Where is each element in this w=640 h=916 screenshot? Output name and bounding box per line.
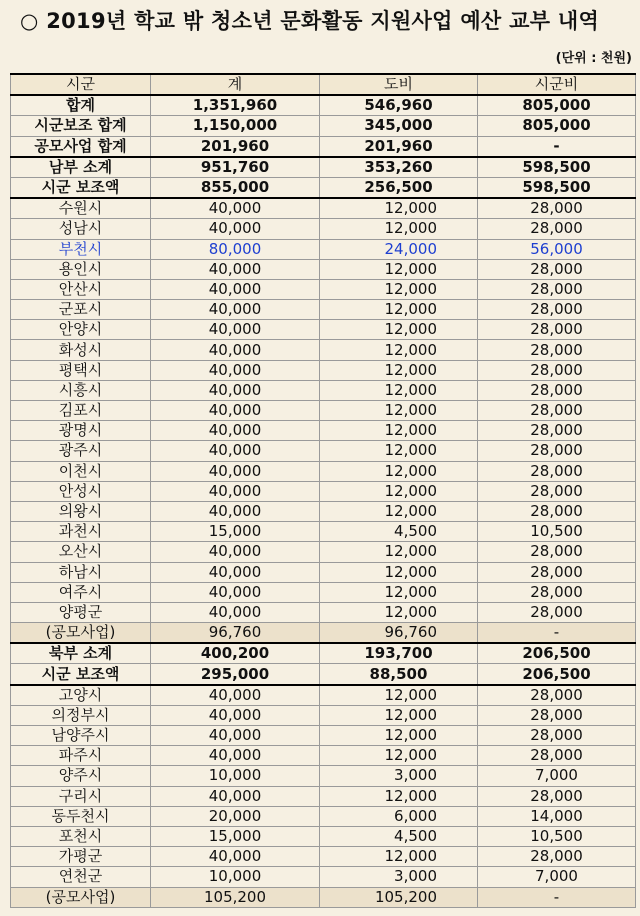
header-province: 도비 xyxy=(320,74,478,95)
cell-region: 시군보조 합계 xyxy=(11,116,151,136)
cell-province: 12,000 xyxy=(320,746,478,766)
table-row xyxy=(11,847,636,867)
table-row xyxy=(11,685,636,706)
header-row xyxy=(11,74,636,95)
cell-province: 4,500 xyxy=(320,522,478,542)
cell-province: 6,000 xyxy=(320,806,478,826)
cell-region: 화성시 xyxy=(11,340,151,360)
cell-region: 북부 소계 xyxy=(11,643,151,664)
cell-city: 206,500 xyxy=(478,643,636,664)
cell-province: 12,000 xyxy=(320,421,478,441)
cell-city: 28,000 xyxy=(478,259,636,279)
cell-province: 96,760 xyxy=(320,623,478,644)
cell-region: 수원시 xyxy=(11,198,151,219)
cell-city: 28,000 xyxy=(478,501,636,521)
cell-region: 성남시 xyxy=(11,219,151,239)
cell-province: 12,000 xyxy=(320,602,478,622)
cell-province: 12,000 xyxy=(320,198,478,219)
cell-total: 40,000 xyxy=(151,360,320,380)
cell-total: 40,000 xyxy=(151,705,320,725)
table-row xyxy=(11,279,636,299)
cell-province: 12,000 xyxy=(320,219,478,239)
cell-province: 88,500 xyxy=(320,664,478,685)
cell-total: 40,000 xyxy=(151,279,320,299)
table-row xyxy=(11,116,636,136)
cell-region: 광주시 xyxy=(11,441,151,461)
cell-province: 256,500 xyxy=(320,177,478,198)
table-row xyxy=(11,867,636,887)
cell-total: 40,000 xyxy=(151,340,320,360)
cell-province: 12,000 xyxy=(320,380,478,400)
cell-city: 28,000 xyxy=(478,421,636,441)
cell-total: 40,000 xyxy=(151,300,320,320)
cell-region: (공모사업) xyxy=(11,887,151,907)
cell-total: 105,200 xyxy=(151,887,320,907)
cell-city: 28,000 xyxy=(478,481,636,501)
table-row xyxy=(11,340,636,360)
cell-province: 12,000 xyxy=(320,501,478,521)
cell-total: 40,000 xyxy=(151,786,320,806)
cell-province: 12,000 xyxy=(320,481,478,501)
cell-city: 28,000 xyxy=(478,441,636,461)
table-row xyxy=(11,136,636,157)
cell-province: 3,000 xyxy=(320,766,478,786)
cell-region: 평택시 xyxy=(11,360,151,380)
cell-city: - xyxy=(478,887,636,907)
cell-city: 7,000 xyxy=(478,867,636,887)
cell-region: 공모사업 합계 xyxy=(11,136,151,157)
cell-total: 40,000 xyxy=(151,501,320,521)
cell-region: 안산시 xyxy=(11,279,151,299)
cell-city: - xyxy=(478,136,636,157)
table-row xyxy=(11,441,636,461)
table-row xyxy=(11,806,636,826)
cell-region: 안성시 xyxy=(11,481,151,501)
cell-city: 14,000 xyxy=(478,806,636,826)
table-row xyxy=(11,157,636,178)
cell-region: 포천시 xyxy=(11,826,151,846)
cell-city: 28,000 xyxy=(478,562,636,582)
cell-region: 남부 소계 xyxy=(11,157,151,178)
cell-region: 부천시 xyxy=(11,239,151,259)
cell-province: 12,000 xyxy=(320,340,478,360)
table-row xyxy=(11,95,636,116)
cell-total: 10,000 xyxy=(151,766,320,786)
cell-city: 28,000 xyxy=(478,726,636,746)
cell-city: 28,000 xyxy=(478,602,636,622)
cell-total: 40,000 xyxy=(151,602,320,622)
cell-province: 345,000 xyxy=(320,116,478,136)
cell-province: 3,000 xyxy=(320,867,478,887)
cell-city: 28,000 xyxy=(478,360,636,380)
cell-total: 40,000 xyxy=(151,847,320,867)
cell-province: 24,000 xyxy=(320,239,478,259)
cell-total: 15,000 xyxy=(151,826,320,846)
table-row xyxy=(11,766,636,786)
table-row xyxy=(11,726,636,746)
cell-total: 40,000 xyxy=(151,481,320,501)
header-city: 시군비 xyxy=(478,74,636,95)
cell-total: 201,960 xyxy=(151,136,320,157)
cell-city: 28,000 xyxy=(478,300,636,320)
table-row xyxy=(11,582,636,602)
table-row xyxy=(11,481,636,501)
cell-province: 105,200 xyxy=(320,887,478,907)
cell-region: 안양시 xyxy=(11,320,151,340)
cell-city: - xyxy=(478,623,636,644)
budget-table xyxy=(10,73,636,908)
cell-region: 시군 보조액 xyxy=(11,664,151,685)
table-row xyxy=(11,602,636,622)
cell-city: 805,000 xyxy=(478,116,636,136)
cell-total: 1,351,960 xyxy=(151,95,320,116)
cell-city: 28,000 xyxy=(478,705,636,725)
cell-region: 가평군 xyxy=(11,847,151,867)
table-row xyxy=(11,198,636,219)
cell-total: 40,000 xyxy=(151,259,320,279)
cell-city: 805,000 xyxy=(478,95,636,116)
table-row xyxy=(11,786,636,806)
cell-region: 양주시 xyxy=(11,766,151,786)
cell-total: 40,000 xyxy=(151,401,320,421)
cell-region: 남양주시 xyxy=(11,726,151,746)
header-total: 계 xyxy=(151,74,320,95)
table-row xyxy=(11,259,636,279)
cell-total: 40,000 xyxy=(151,380,320,400)
cell-region: 광명시 xyxy=(11,421,151,441)
cell-province: 12,000 xyxy=(320,259,478,279)
cell-province: 4,500 xyxy=(320,826,478,846)
cell-province: 12,000 xyxy=(320,786,478,806)
cell-province: 12,000 xyxy=(320,582,478,602)
cell-region: 연천군 xyxy=(11,867,151,887)
unit-label: (단위 : 천원) xyxy=(555,51,632,66)
cell-total: 951,760 xyxy=(151,157,320,178)
table-row xyxy=(11,380,636,400)
table-row xyxy=(11,360,636,380)
cell-city: 28,000 xyxy=(478,340,636,360)
table-row xyxy=(11,887,636,907)
cell-city: 28,000 xyxy=(478,380,636,400)
cell-total: 40,000 xyxy=(151,582,320,602)
cell-total: 10,000 xyxy=(151,867,320,887)
table-row xyxy=(11,421,636,441)
table-row xyxy=(11,562,636,582)
table-row xyxy=(11,542,636,562)
table-row xyxy=(11,300,636,320)
cell-region: 동두천시 xyxy=(11,806,151,826)
cell-city: 206,500 xyxy=(478,664,636,685)
cell-province: 12,000 xyxy=(320,320,478,340)
cell-province: 12,000 xyxy=(320,562,478,582)
cell-total: 15,000 xyxy=(151,522,320,542)
cell-total: 400,200 xyxy=(151,643,320,664)
cell-province: 12,000 xyxy=(320,705,478,725)
table-row xyxy=(11,643,636,664)
table-row xyxy=(11,401,636,421)
cell-province: 12,000 xyxy=(320,461,478,481)
cell-total: 96,760 xyxy=(151,623,320,644)
table-row xyxy=(11,461,636,481)
cell-region: 파주시 xyxy=(11,746,151,766)
cell-province: 12,000 xyxy=(320,300,478,320)
cell-total: 40,000 xyxy=(151,746,320,766)
cell-total: 40,000 xyxy=(151,198,320,219)
table-row xyxy=(11,239,636,259)
table-row xyxy=(11,746,636,766)
cell-city: 28,000 xyxy=(478,786,636,806)
cell-city: 56,000 xyxy=(478,239,636,259)
cell-region: 하남시 xyxy=(11,562,151,582)
cell-region: 구리시 xyxy=(11,786,151,806)
table-row xyxy=(11,501,636,521)
cell-province: 201,960 xyxy=(320,136,478,157)
cell-region: 의왕시 xyxy=(11,501,151,521)
page-title: ○ 2019년 학교 밖 청소년 문화활동 지원사업 예산 교부 내역 xyxy=(20,9,600,33)
cell-region: 시흥시 xyxy=(11,380,151,400)
cell-region: 오산시 xyxy=(11,542,151,562)
cell-total: 40,000 xyxy=(151,421,320,441)
table-row xyxy=(11,320,636,340)
cell-region: 이천시 xyxy=(11,461,151,481)
cell-city: 598,500 xyxy=(478,177,636,198)
cell-city: 28,000 xyxy=(478,401,636,421)
cell-city: 28,000 xyxy=(478,685,636,706)
table-body xyxy=(11,95,636,907)
cell-province: 12,000 xyxy=(320,441,478,461)
cell-region: 김포시 xyxy=(11,401,151,421)
cell-total: 855,000 xyxy=(151,177,320,198)
cell-region: 의정부시 xyxy=(11,705,151,725)
cell-city: 28,000 xyxy=(478,461,636,481)
cell-province: 12,000 xyxy=(320,726,478,746)
cell-province: 353,260 xyxy=(320,157,478,178)
cell-city: 10,500 xyxy=(478,522,636,542)
cell-total: 80,000 xyxy=(151,239,320,259)
cell-total: 40,000 xyxy=(151,320,320,340)
table-row xyxy=(11,705,636,725)
table-row xyxy=(11,826,636,846)
cell-total: 40,000 xyxy=(151,726,320,746)
cell-region: 합계 xyxy=(11,95,151,116)
cell-region: 군포시 xyxy=(11,300,151,320)
cell-city: 28,000 xyxy=(478,279,636,299)
cell-region: 고양시 xyxy=(11,685,151,706)
cell-city: 28,000 xyxy=(478,320,636,340)
cell-total: 40,000 xyxy=(151,685,320,706)
cell-province: 546,960 xyxy=(320,95,478,116)
cell-total: 40,000 xyxy=(151,441,320,461)
cell-province: 12,000 xyxy=(320,279,478,299)
cell-region: 용인시 xyxy=(11,259,151,279)
cell-city: 7,000 xyxy=(478,766,636,786)
cell-region: 양평군 xyxy=(11,602,151,622)
cell-province: 12,000 xyxy=(320,847,478,867)
cell-region: 과천시 xyxy=(11,522,151,542)
cell-province: 12,000 xyxy=(320,360,478,380)
cell-total: 1,150,000 xyxy=(151,116,320,136)
cell-province: 12,000 xyxy=(320,401,478,421)
cell-city: 28,000 xyxy=(478,746,636,766)
cell-city: 28,000 xyxy=(478,542,636,562)
cell-city: 28,000 xyxy=(478,198,636,219)
cell-total: 20,000 xyxy=(151,806,320,826)
cell-total: 40,000 xyxy=(151,562,320,582)
table-row xyxy=(11,219,636,239)
table-row xyxy=(11,664,636,685)
table-row xyxy=(11,522,636,542)
cell-province: 193,700 xyxy=(320,643,478,664)
cell-city: 10,500 xyxy=(478,826,636,846)
cell-city: 28,000 xyxy=(478,847,636,867)
cell-total: 40,000 xyxy=(151,542,320,562)
cell-region: (공모사업) xyxy=(11,623,151,644)
cell-city: 28,000 xyxy=(478,582,636,602)
cell-province: 12,000 xyxy=(320,542,478,562)
table-row xyxy=(11,177,636,198)
table-row xyxy=(11,623,636,644)
cell-total: 40,000 xyxy=(151,219,320,239)
cell-total: 40,000 xyxy=(151,461,320,481)
cell-city: 598,500 xyxy=(478,157,636,178)
cell-region: 여주시 xyxy=(11,582,151,602)
cell-city: 28,000 xyxy=(478,219,636,239)
cell-province: 12,000 xyxy=(320,685,478,706)
header-region: 시군 xyxy=(11,74,151,95)
cell-region: 시군 보조액 xyxy=(11,177,151,198)
cell-total: 295,000 xyxy=(151,664,320,685)
